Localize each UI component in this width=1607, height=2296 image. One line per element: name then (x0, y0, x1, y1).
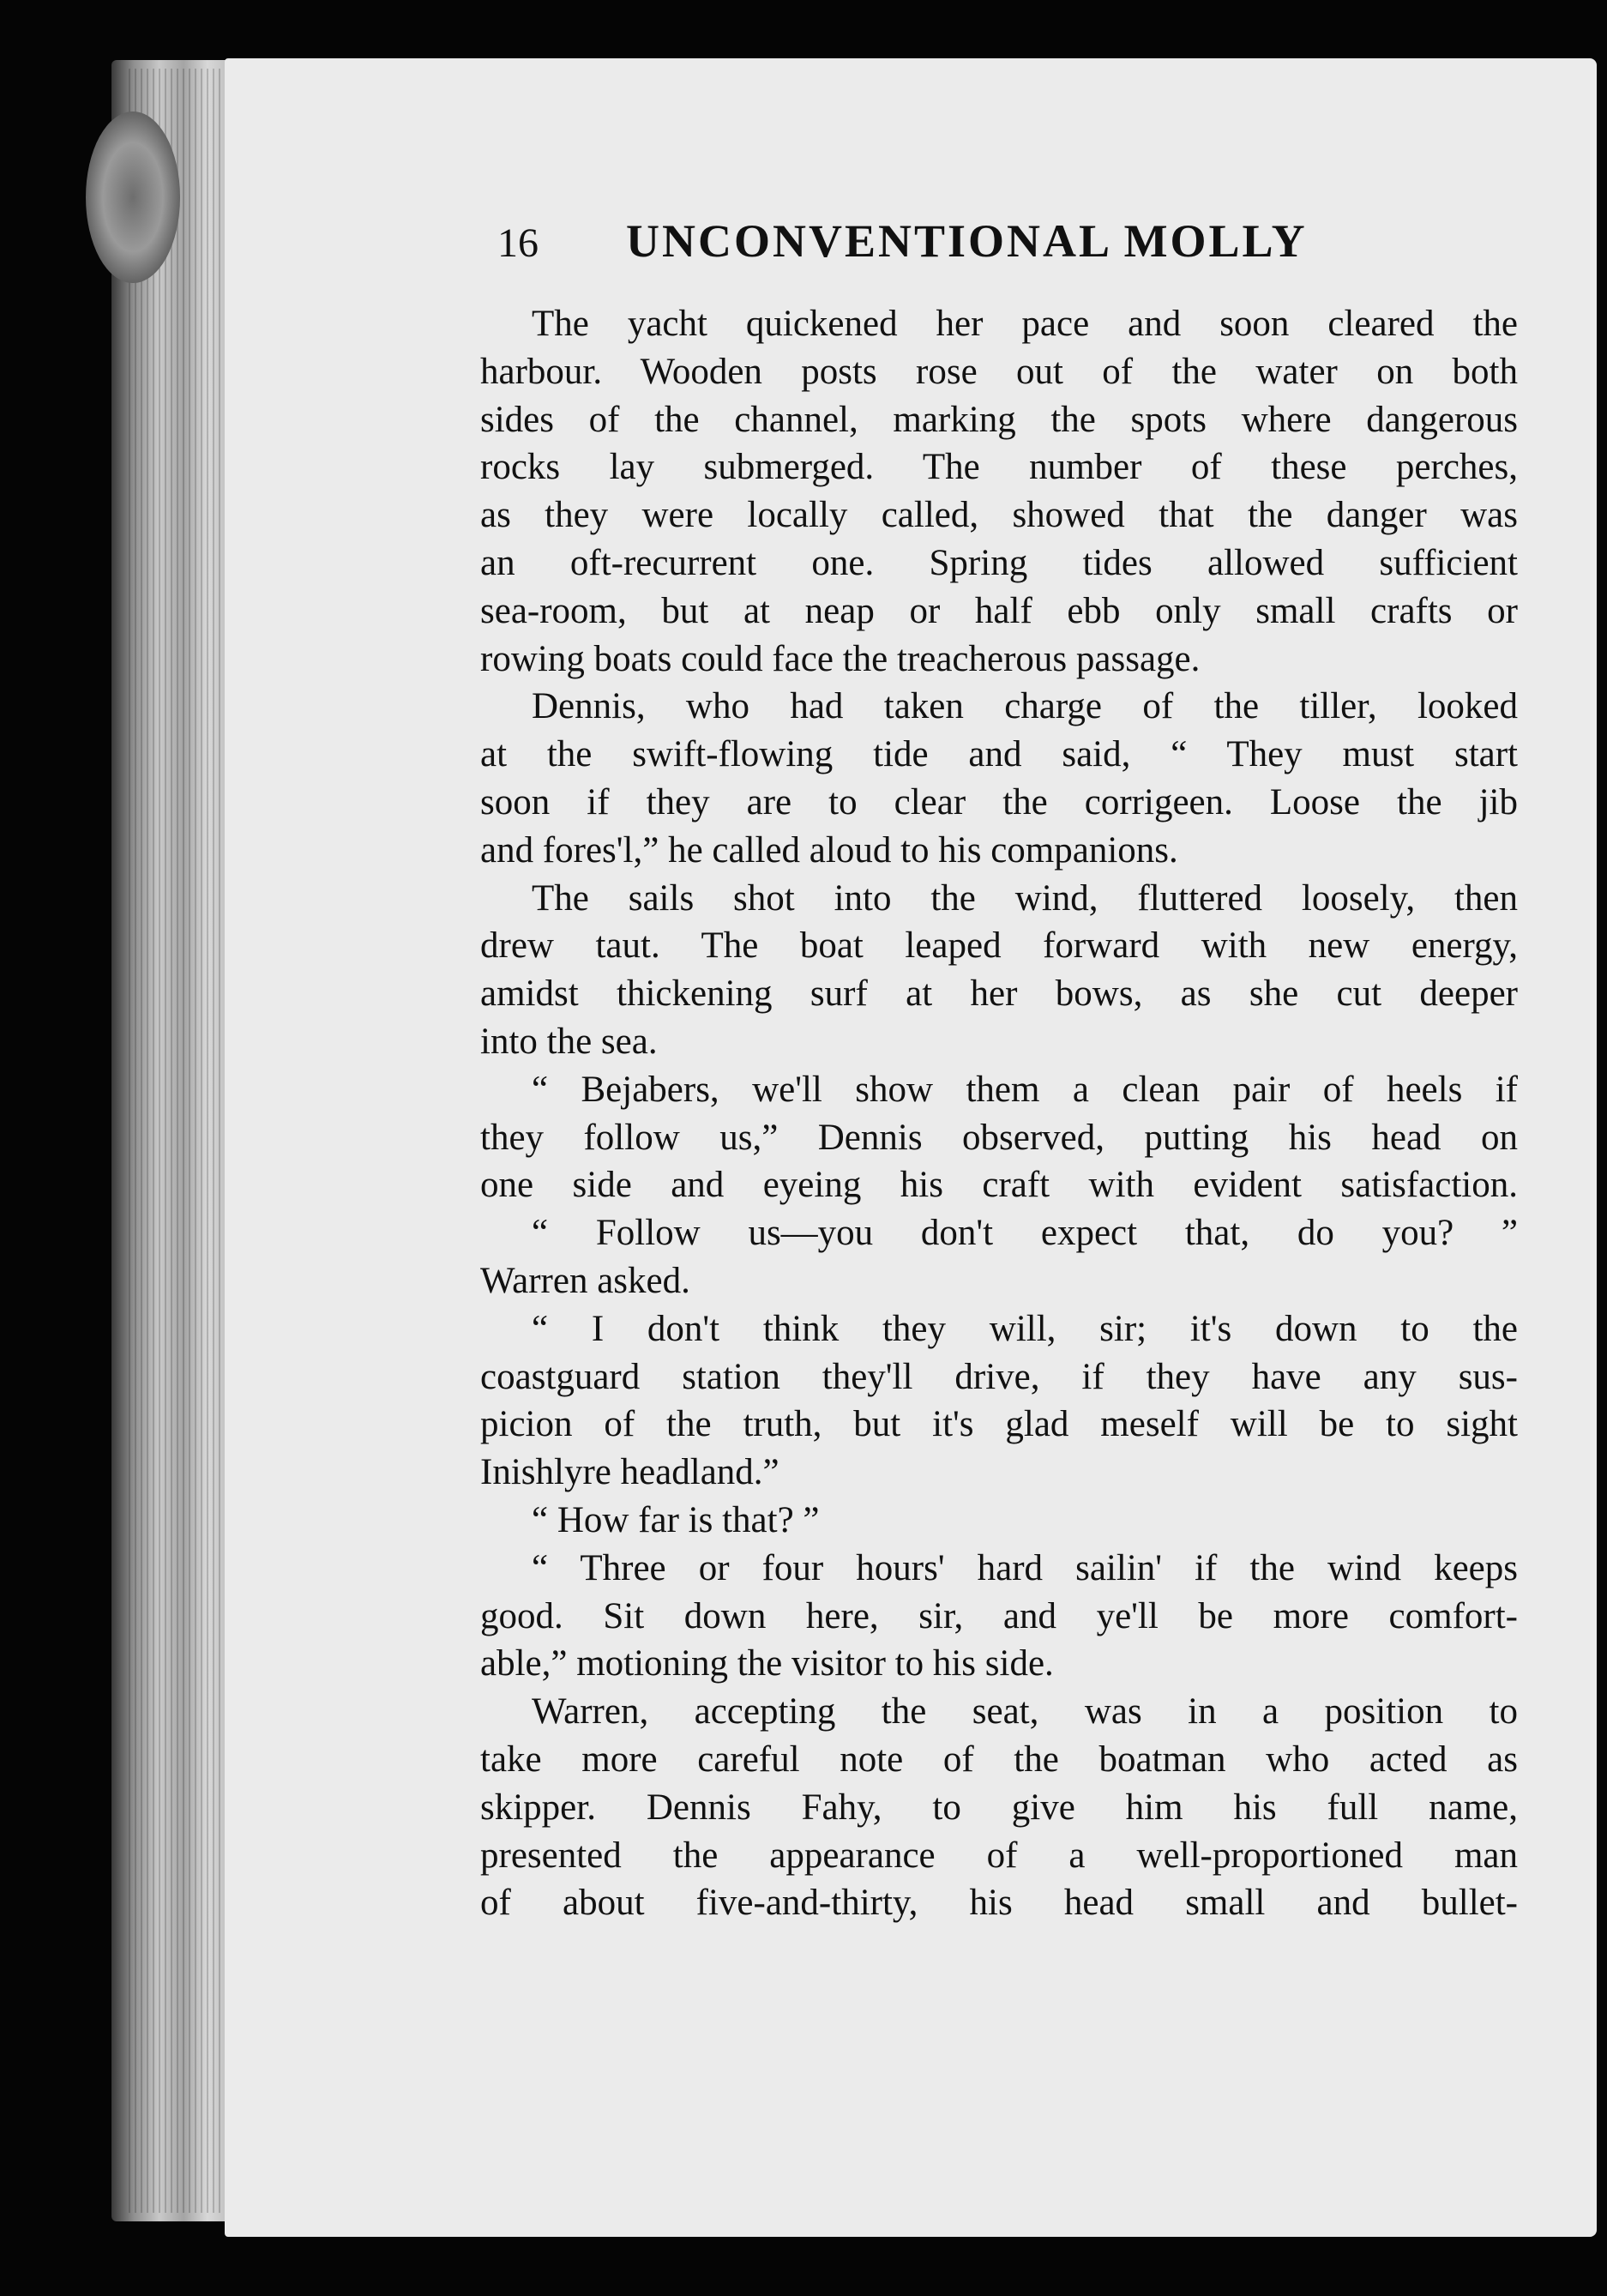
text-line: they follow us,” Dennis observed, putting his head on (480, 1117, 1518, 1158)
text-line: harbour. Wooden posts rose out of the water on both (480, 351, 1518, 392)
text-line: The yacht quickened her pace and soon cleared the (532, 304, 1518, 344)
text-line: “ I don't think they will, sir; it's down to the (532, 1308, 1518, 1349)
running-head (497, 214, 1398, 274)
page-edge-stripes (129, 69, 223, 2213)
text-line: soon if they are to clear the corrigeen. Loose the jib (480, 781, 1518, 823)
text-line: Warren, accepting the seat, was in a position to (532, 1691, 1518, 1733)
text-line: drew taut. The boat leaped forward with new energy, (480, 925, 1518, 967)
text-line: of about five-and-thirty, his head small and bullet- (480, 1883, 1518, 1924)
text-line: rocks lay submerged. The number of these perches, (480, 447, 1518, 488)
text-line: coastguard station they'll drive, if they have any sus- (480, 1356, 1518, 1397)
text-line: good. Sit down here, sir, and ye'll be more comfort- (480, 1595, 1518, 1636)
body-text (480, 300, 1518, 1927)
text-line: one side and eyeing his craft with evident satisfaction. (480, 1165, 1518, 1206)
page-number: 16 (497, 220, 539, 266)
text-line: able,” motioning the visitor to his side. (480, 1643, 1054, 1684)
text-line: Inishlyre headland.” (480, 1452, 779, 1493)
text-line: sea-room, but at neap or half ebb only small crafts or (480, 590, 1518, 631)
text-line: skipper. Dennis Fahy, to give him his full name, (480, 1787, 1518, 1828)
text-line: presented the appearance of a well-proportioned man (480, 1835, 1518, 1876)
running-title: UNCONVENTIONAL MOLLY (626, 215, 1308, 267)
thumbprint-smudge (86, 111, 180, 283)
text-line: Warren asked. (480, 1260, 690, 1301)
text-line: “ Bejabers, we'll show them a clean pair of heels if (532, 1069, 1518, 1110)
text-line: at the swift-flowing tide and said, “ They must start (480, 734, 1518, 775)
text-line: an oft-recurrent one. Spring tides allowed sufficient (480, 542, 1518, 583)
text-line: sides of the channel, marking the spots where dangerous (480, 399, 1518, 440)
text-line: into the sea. (480, 1021, 658, 1062)
text-line: “ Three or four hours' hard sailin' if the wind keeps (532, 1547, 1518, 1588)
text-line: rowing boats could face the treacherous passage. (480, 638, 1201, 679)
text-line: picion of the truth, but it's glad meself will be to sight (480, 1404, 1518, 1445)
text-line: amidst thickening surf at her bows, as she cut deeper (480, 973, 1518, 1015)
text-line: take more careful note of the boatman who acted as (480, 1739, 1518, 1780)
text-line: “ How far is that? ” (532, 1499, 820, 1540)
text-line: Dennis, who had taken charge of the tiller, looked (532, 686, 1518, 727)
text-line: as they were locally called, showed that the danger was (480, 495, 1518, 536)
text-line: “ Follow us—you don't expect that, do you? ” (532, 1213, 1518, 1254)
text-line: and fores'l,” he called aloud to his companions. (480, 829, 1178, 871)
text-line: The sails shot into the wind, fluttered loosely, then (532, 877, 1518, 919)
